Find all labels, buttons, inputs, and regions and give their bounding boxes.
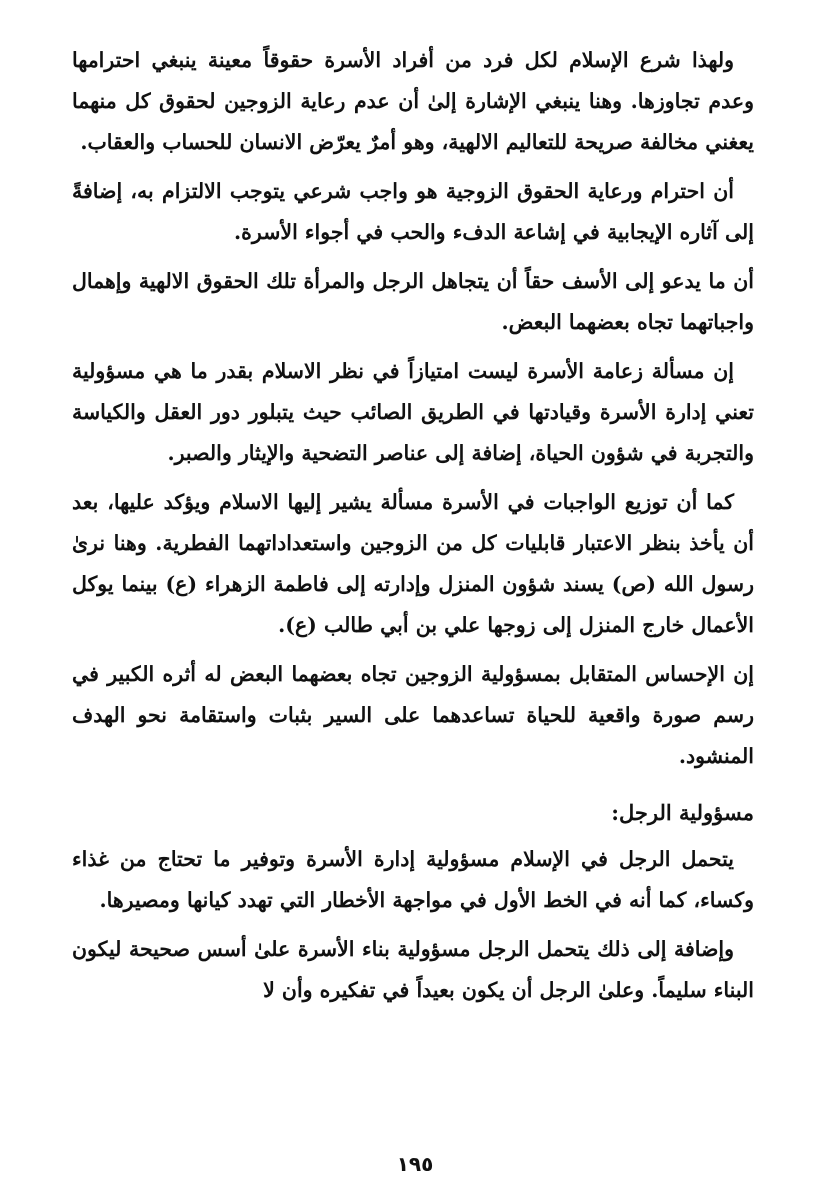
paragraph: أن ما يدعو إلى الأسف حقاً أن يتجاهل الرجل والمرأة تلك الحقوق الالهية وإهمال واجباتهما تجاه بعضهما البعض. — [72, 269, 754, 334]
paragraph: ولهذا شرع الإسلام لكل فرد من أفراد الأسرة حقوقاً معينة ينبغي احترامها وعدم تجاوزها. وهنا ينبغي الإشارة إلىٰ أن عدم رعاية الزوجين لحقوق كل منهما يعغني مخالفة صريحة للتعاليم الالهية، وهو أمرٌ يعرّض الانسان للحساب والعقاب. — [72, 48, 754, 154]
section-heading: مسؤولية الرجل: — [611, 800, 754, 825]
paragraph: أن احترام ورعاية الحقوق الزوجية هو واجب شرعي يتوجب الالتزام به، إضافةً إلى آثاره الإيجابية في إشاعة الدفء والحب في أجواء الأسرة. — [72, 179, 754, 244]
paragraph: إن الإحساس المتقابل بمسؤولية الزوجين تجاه بعضهما البعض له أثره الكبير في رسم صورة واقعية للحياة تساعدهما على السير بثبات واستقامة نحو الهدف المنشود. — [72, 662, 754, 768]
page-body — [72, 40, 754, 1019]
paragraph: وإضافة إلى ذلك يتحمل الرجل مسؤولية بناء الأسرة علىٰ أسس صحيحة ليكون البناء سليماً. وعلىٰ الرجل أن يكون بعيداً في تفكيره وأن لا — [72, 937, 754, 1002]
paragraph: كما أن توزيع الواجبات في الأسرة مسألة يشير إليها الاسلام ويؤكد عليها، بعد أن يأخذ بنظر الاعتبار قابليات كل من الزوجين واستعداداتهما الفطرية. وهنا نرىٰ رسول الله (ص) يسند شؤون المنزل وإدارته إلى فاطمة الزهراء (ع) بينما يوكل الأعمال خارج المنزل إلى زوجها علي بن أبي طالب (ع). — [72, 490, 754, 637]
paragraph: إن مسألة زعامة الأسرة ليست امتيازاً في نظر الاسلام بقدر ما هي مسؤولية تعني إدارة الأسرة وقيادتها في الطريق الصائب حيث يتبلور دور العقل والكياسة والتجربة في شؤون الحياة، إضافة إلى عناصر التضحية والإيثار والصبر. — [72, 359, 754, 465]
paragraph: يتحمل الرجل في الإسلام مسؤولية إدارة الأسرة وتوفير ما تحتاج من غذاء وكساء، كما أنه في الخط الأول في مواجهة الأخطار التي تهدد كيانها ومصيرها. — [72, 847, 754, 912]
page-number: ١٩٥ — [396, 1152, 434, 1176]
